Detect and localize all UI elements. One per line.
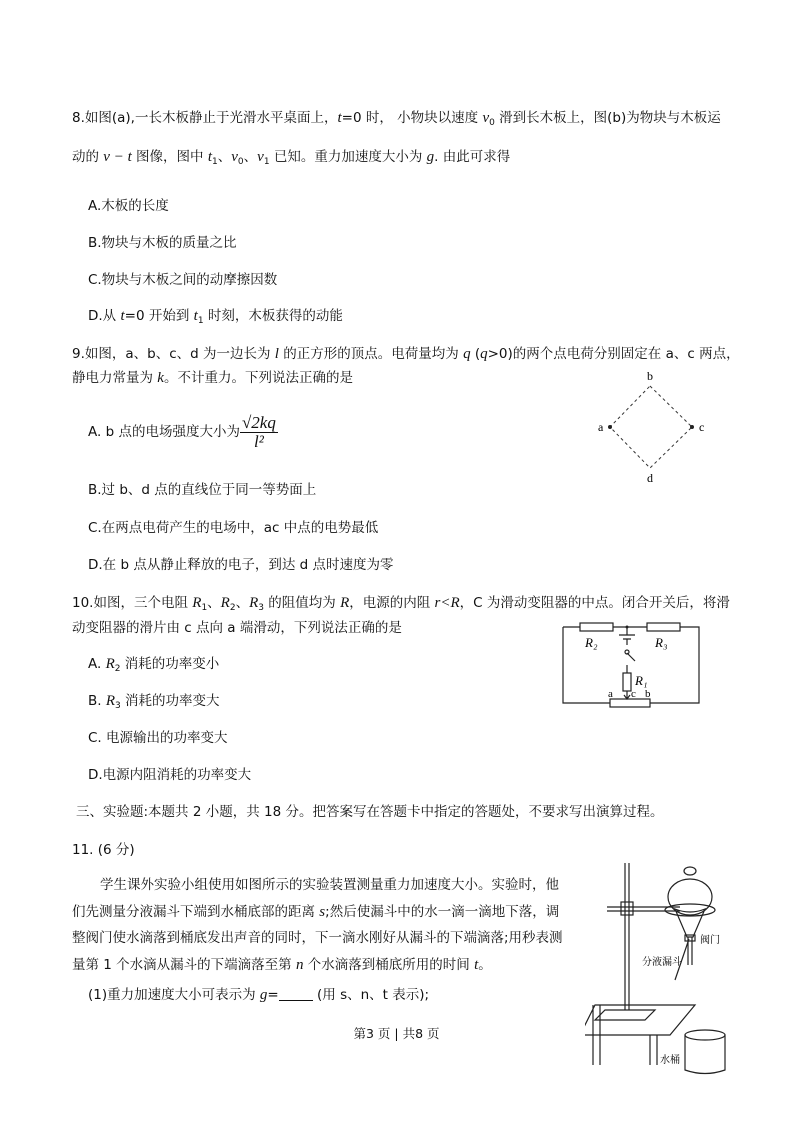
text-segment: 静电力常量为 bbox=[72, 370, 158, 386]
text-segment: 学生课外实验小组使用如图所示的实验装置测量重力加速度大小。实验时，他 bbox=[100, 877, 559, 893]
subscript: 1 bbox=[263, 157, 270, 167]
math-variable: g bbox=[426, 149, 435, 165]
math-variable: R bbox=[192, 595, 202, 611]
text-segment: C.在两点电荷产生的电场中，ac 中点的电势最低 bbox=[88, 520, 379, 536]
text-segment: ( bbox=[470, 346, 481, 362]
text-segment: 动变阻器的滑片由 c 点向 a 端滑动，下列说法正确的是 bbox=[72, 620, 402, 636]
text-line bbox=[72, 344, 740, 364]
subscript: 1 bbox=[197, 316, 204, 326]
text-segment: 动的 bbox=[72, 149, 104, 165]
math-variable: R bbox=[249, 595, 259, 611]
text-segment: 的正方形的顶点。电荷量均为 bbox=[278, 346, 464, 362]
text-segment: 消耗的功率变大 bbox=[120, 693, 220, 709]
square-charges-figure bbox=[595, 366, 715, 486]
text-segment: 个水滴落到桶底所用的时间 bbox=[303, 957, 475, 973]
text-line bbox=[88, 306, 343, 331]
math-variable: t bbox=[337, 110, 342, 126]
text-segment: 量第 1 个水滴从漏斗的下端滴落至第 bbox=[72, 957, 296, 973]
page-footer: 第3 页 | 共8 页 bbox=[353, 1026, 440, 1041]
label-valve: 阀门 bbox=[700, 935, 720, 946]
text-line bbox=[72, 147, 510, 172]
math-variable: t bbox=[120, 308, 125, 324]
label-r1: R₁ bbox=[635, 673, 648, 688]
text-segment: 时刻，木板获得的动能 bbox=[203, 308, 343, 324]
text-segment: 整阀门使水滴落到桶底发出声音的同时，下一滴水刚好从漏斗的下端滴落;用秒表测 bbox=[72, 930, 563, 946]
subscript: 1 bbox=[201, 603, 208, 613]
text-segment: B.物块与木板的质量之比 bbox=[88, 235, 237, 251]
text-segment: . 由此可求得 bbox=[434, 149, 511, 165]
text-segment: C.物块与木板之间的动摩擦因数 bbox=[88, 272, 278, 288]
math-variable: R bbox=[340, 595, 350, 611]
text-segment: 滑到长木板上，图(b)为物块与木板运 bbox=[494, 110, 721, 126]
text-segment: =0 开始到 bbox=[124, 308, 194, 324]
math-variable: R bbox=[105, 693, 116, 709]
subscript: 0 bbox=[489, 118, 495, 128]
text-segment: D.在 b 点从静止释放的电子，到达 d 点时速度为零 bbox=[88, 557, 394, 573]
text-segment: 11. (6 分) bbox=[72, 842, 135, 858]
field-strength-fraction bbox=[240, 414, 278, 451]
math-variable: v bbox=[482, 110, 490, 126]
text-segment: 9.如图，a、b、c、d 为一边长为 bbox=[72, 346, 275, 362]
fraction-numerator: √2kq bbox=[241, 412, 276, 432]
label-r3: R₃ bbox=[655, 635, 668, 650]
label-c: c bbox=[699, 420, 705, 434]
text-line bbox=[72, 108, 721, 133]
math-variable: R bbox=[220, 595, 230, 611]
label-b: b bbox=[647, 369, 653, 383]
label-c: c bbox=[631, 688, 636, 700]
text-segment: D.电源内阻消耗的功率变大 bbox=[88, 767, 252, 783]
text-line bbox=[88, 270, 277, 290]
text-line bbox=[88, 233, 237, 253]
text-line bbox=[88, 555, 394, 575]
text-line bbox=[88, 480, 316, 500]
part1-suffix: (用 s、n、t 表示); bbox=[312, 987, 430, 1003]
math-variable: t bbox=[207, 149, 213, 165]
text-segment: ，电源的内阻 bbox=[349, 595, 435, 611]
text-line bbox=[72, 368, 353, 388]
subscript: 2 bbox=[114, 664, 121, 674]
text-segment: B.过 b、d 点的直线位于同一等势面上 bbox=[88, 482, 317, 498]
math-variable: R bbox=[105, 656, 115, 672]
part1-prefix: (1)重力加速度大小可表示为 bbox=[88, 987, 260, 1003]
text-segment: 10.如图，三个电阻 bbox=[72, 595, 193, 611]
label-a: a bbox=[608, 688, 613, 700]
text-segment: 、 bbox=[243, 149, 258, 165]
part1-eq: = bbox=[267, 987, 279, 1003]
text-segment: A.木板的长度 bbox=[88, 198, 169, 214]
subscript: 3 bbox=[258, 603, 264, 613]
fraction-denominator: l² bbox=[253, 431, 264, 451]
label-b: b bbox=[645, 688, 651, 700]
answer-blank[interactable] bbox=[279, 986, 313, 1001]
label-r2: R₂ bbox=[585, 635, 598, 650]
text-line bbox=[88, 691, 220, 716]
part1-var: g bbox=[259, 987, 268, 1003]
math-variable: r<R bbox=[434, 595, 460, 611]
text-segment: 。不计重力。下列说法正确的是 bbox=[163, 370, 353, 386]
text-segment: 已知。重力加速度大小为 bbox=[269, 149, 427, 165]
text-segment: ;然后使漏斗中的水一滴一滴地下落，调 bbox=[325, 904, 560, 920]
text-segment: 、 bbox=[235, 595, 250, 611]
math-variable: t bbox=[193, 308, 198, 324]
subscript: 0 bbox=[237, 157, 244, 167]
math-variable: v − t bbox=[103, 149, 132, 165]
label-a: a bbox=[598, 420, 604, 434]
text-line bbox=[76, 802, 663, 822]
text-line bbox=[88, 765, 251, 785]
text-line bbox=[72, 618, 402, 638]
text-segment: D.从 bbox=[88, 308, 121, 324]
text-segment: 、 bbox=[217, 149, 232, 165]
text-line bbox=[72, 840, 135, 860]
subscript: 1 bbox=[212, 157, 218, 167]
text-segment: B. bbox=[88, 693, 106, 709]
text-segment: 的阻值均为 bbox=[263, 595, 341, 611]
math-variable: s bbox=[319, 904, 326, 920]
subscript: 3 bbox=[115, 701, 121, 711]
math-variable: t bbox=[474, 957, 479, 973]
text-segment: 三、实验题:本题共 2 小题，共 18 分。把答案写在答题卡中指定的答题处，不要求写出演算过程。 bbox=[76, 804, 664, 820]
text-line bbox=[72, 955, 492, 975]
text-segment: 消耗的功率变小 bbox=[120, 656, 220, 672]
math-variable: l bbox=[274, 346, 279, 362]
text-segment: 图像，图中 bbox=[131, 149, 208, 165]
text-line bbox=[88, 728, 228, 748]
label-d: d bbox=[647, 471, 653, 485]
math-variable: q bbox=[463, 346, 471, 362]
text-line bbox=[72, 902, 559, 922]
text-line bbox=[88, 518, 378, 538]
text-segment: C. 电源输出的功率变大 bbox=[88, 730, 228, 746]
option-a-text: A. b 点的电场强度大小为 bbox=[88, 424, 240, 440]
circuit-figure bbox=[555, 615, 705, 710]
text-segment: =0 时， 小物块以速度 bbox=[341, 110, 483, 126]
math-variable: v bbox=[231, 149, 238, 165]
text-line bbox=[88, 196, 169, 216]
label-bucket: 水桶 bbox=[660, 1055, 680, 1066]
text-line bbox=[88, 654, 219, 679]
text-segment: ，C 为滑动变阻器的中点。闭合开关后，将滑 bbox=[459, 595, 730, 611]
text-segment: 8.如图(a),一长木板静止于光滑水平桌面上， bbox=[72, 110, 338, 126]
subscript: 2 bbox=[229, 603, 236, 613]
q9-option-a bbox=[88, 412, 278, 452]
text-line bbox=[100, 875, 559, 895]
q11-part1 bbox=[88, 985, 429, 1005]
text-segment: A. bbox=[88, 656, 106, 672]
text-segment: 。 bbox=[478, 957, 492, 973]
math-variable: v bbox=[257, 149, 264, 165]
math-variable: q bbox=[480, 346, 488, 362]
text-segment: >0)的两个点电荷分别固定在 a、c 两点， bbox=[487, 346, 740, 362]
math-variable: k bbox=[157, 370, 164, 386]
apparatus-figure bbox=[585, 855, 735, 1075]
text-line bbox=[72, 928, 563, 948]
label-funnel: 分液漏斗 bbox=[642, 957, 682, 968]
math-variable: n bbox=[295, 957, 304, 973]
text-segment: 们先测量分液漏斗下端到水桶底部的距离 bbox=[72, 904, 320, 920]
text-segment: 、 bbox=[207, 595, 221, 611]
